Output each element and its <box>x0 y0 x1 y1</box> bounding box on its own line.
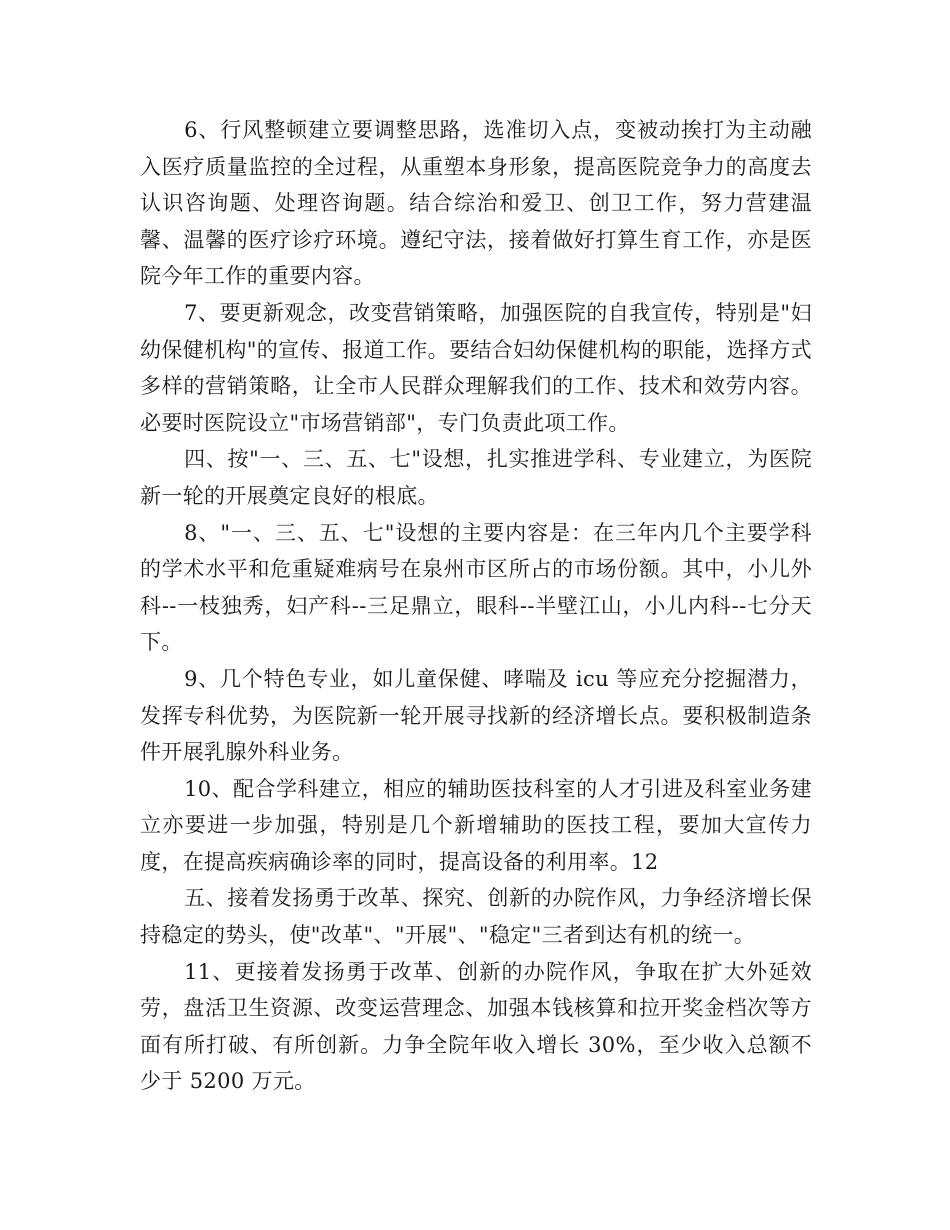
section-heading-5: 五、接着发扬勇于改革、探究、创新的办院作风，力争经济增长保持稳定的势头，使"改革"、"开展"、"稳定"三者到达有机的统一。 <box>140 886 812 948</box>
document-body <box>140 112 812 1100</box>
paragraph-6: 6、行风整顿建立要调整思路，选准切入点，变被动挨打为主动融入医疗质量监控的全过程，从重塑本身形象，提高医院竞争力的高度去认识咨询题、处理咨询题。结合综治和爱卫、创卫工作，努力营建温馨、温馨的医疗诊疗环境。遵纪守法，接着做好打算生育工作，亦是医院今年工作的重要内容。 <box>140 118 812 289</box>
paragraph-9: 9、几个特色专业，如儿童保健、哮喘及 icu 等应充分挖掘潜力，发挥专科优势，为医院新一轮开展寻找新的经济增长点。要积极制造条件开展乳腺外科业务。 <box>140 666 812 765</box>
paragraph-11: 11、更接着发扬勇于改革、创新的办院作风，争取在扩大外延效劳，盘活卫生资源、改变运营理念、加强本钱核算和拉开奖金档次等方面有所打破、有所创新。力争全院年收入增长 30%，至少收入总额不少于 5200 万元。 <box>140 959 812 1094</box>
section-heading-4: 四、按"一、三、五、七"设想，扎实推进学科、专业建立，为医院新一轮的开展奠定良好的根底。 <box>140 447 812 508</box>
paragraph-10: 10、配合学科建立，相应的辅助医技科室的人才引进及科室业务建立亦要进一步加强，特别是几个新增辅助的医技工程，要加大宣传力度，在提高疾病确诊率的同时，提高设备的利用率。12 <box>140 776 812 874</box>
paragraph-8: 8、"一、三、五、七"设想的主要内容是：在三年内几个主要学科的学术水平和危重疑难病号在泉州市区所占的市场份额。其中，小儿外科--一枝独秀，妇产科--三足鼎立，眼科--半壁江山，小儿内科--七分天下。 <box>140 520 812 655</box>
paragraph-7: 7、要更新观念，改变营销策略，加强医院的自我宣传，特别是"妇幼保健机构"的宣传、报道工作。要结合妇幼保健机构的职能，选择方式多样的营销策略，让全市人民群众理解我们的工作、技术和效劳内容。必要时医院设立"市场营销部"，专门负责此项工作。 <box>140 300 812 435</box>
